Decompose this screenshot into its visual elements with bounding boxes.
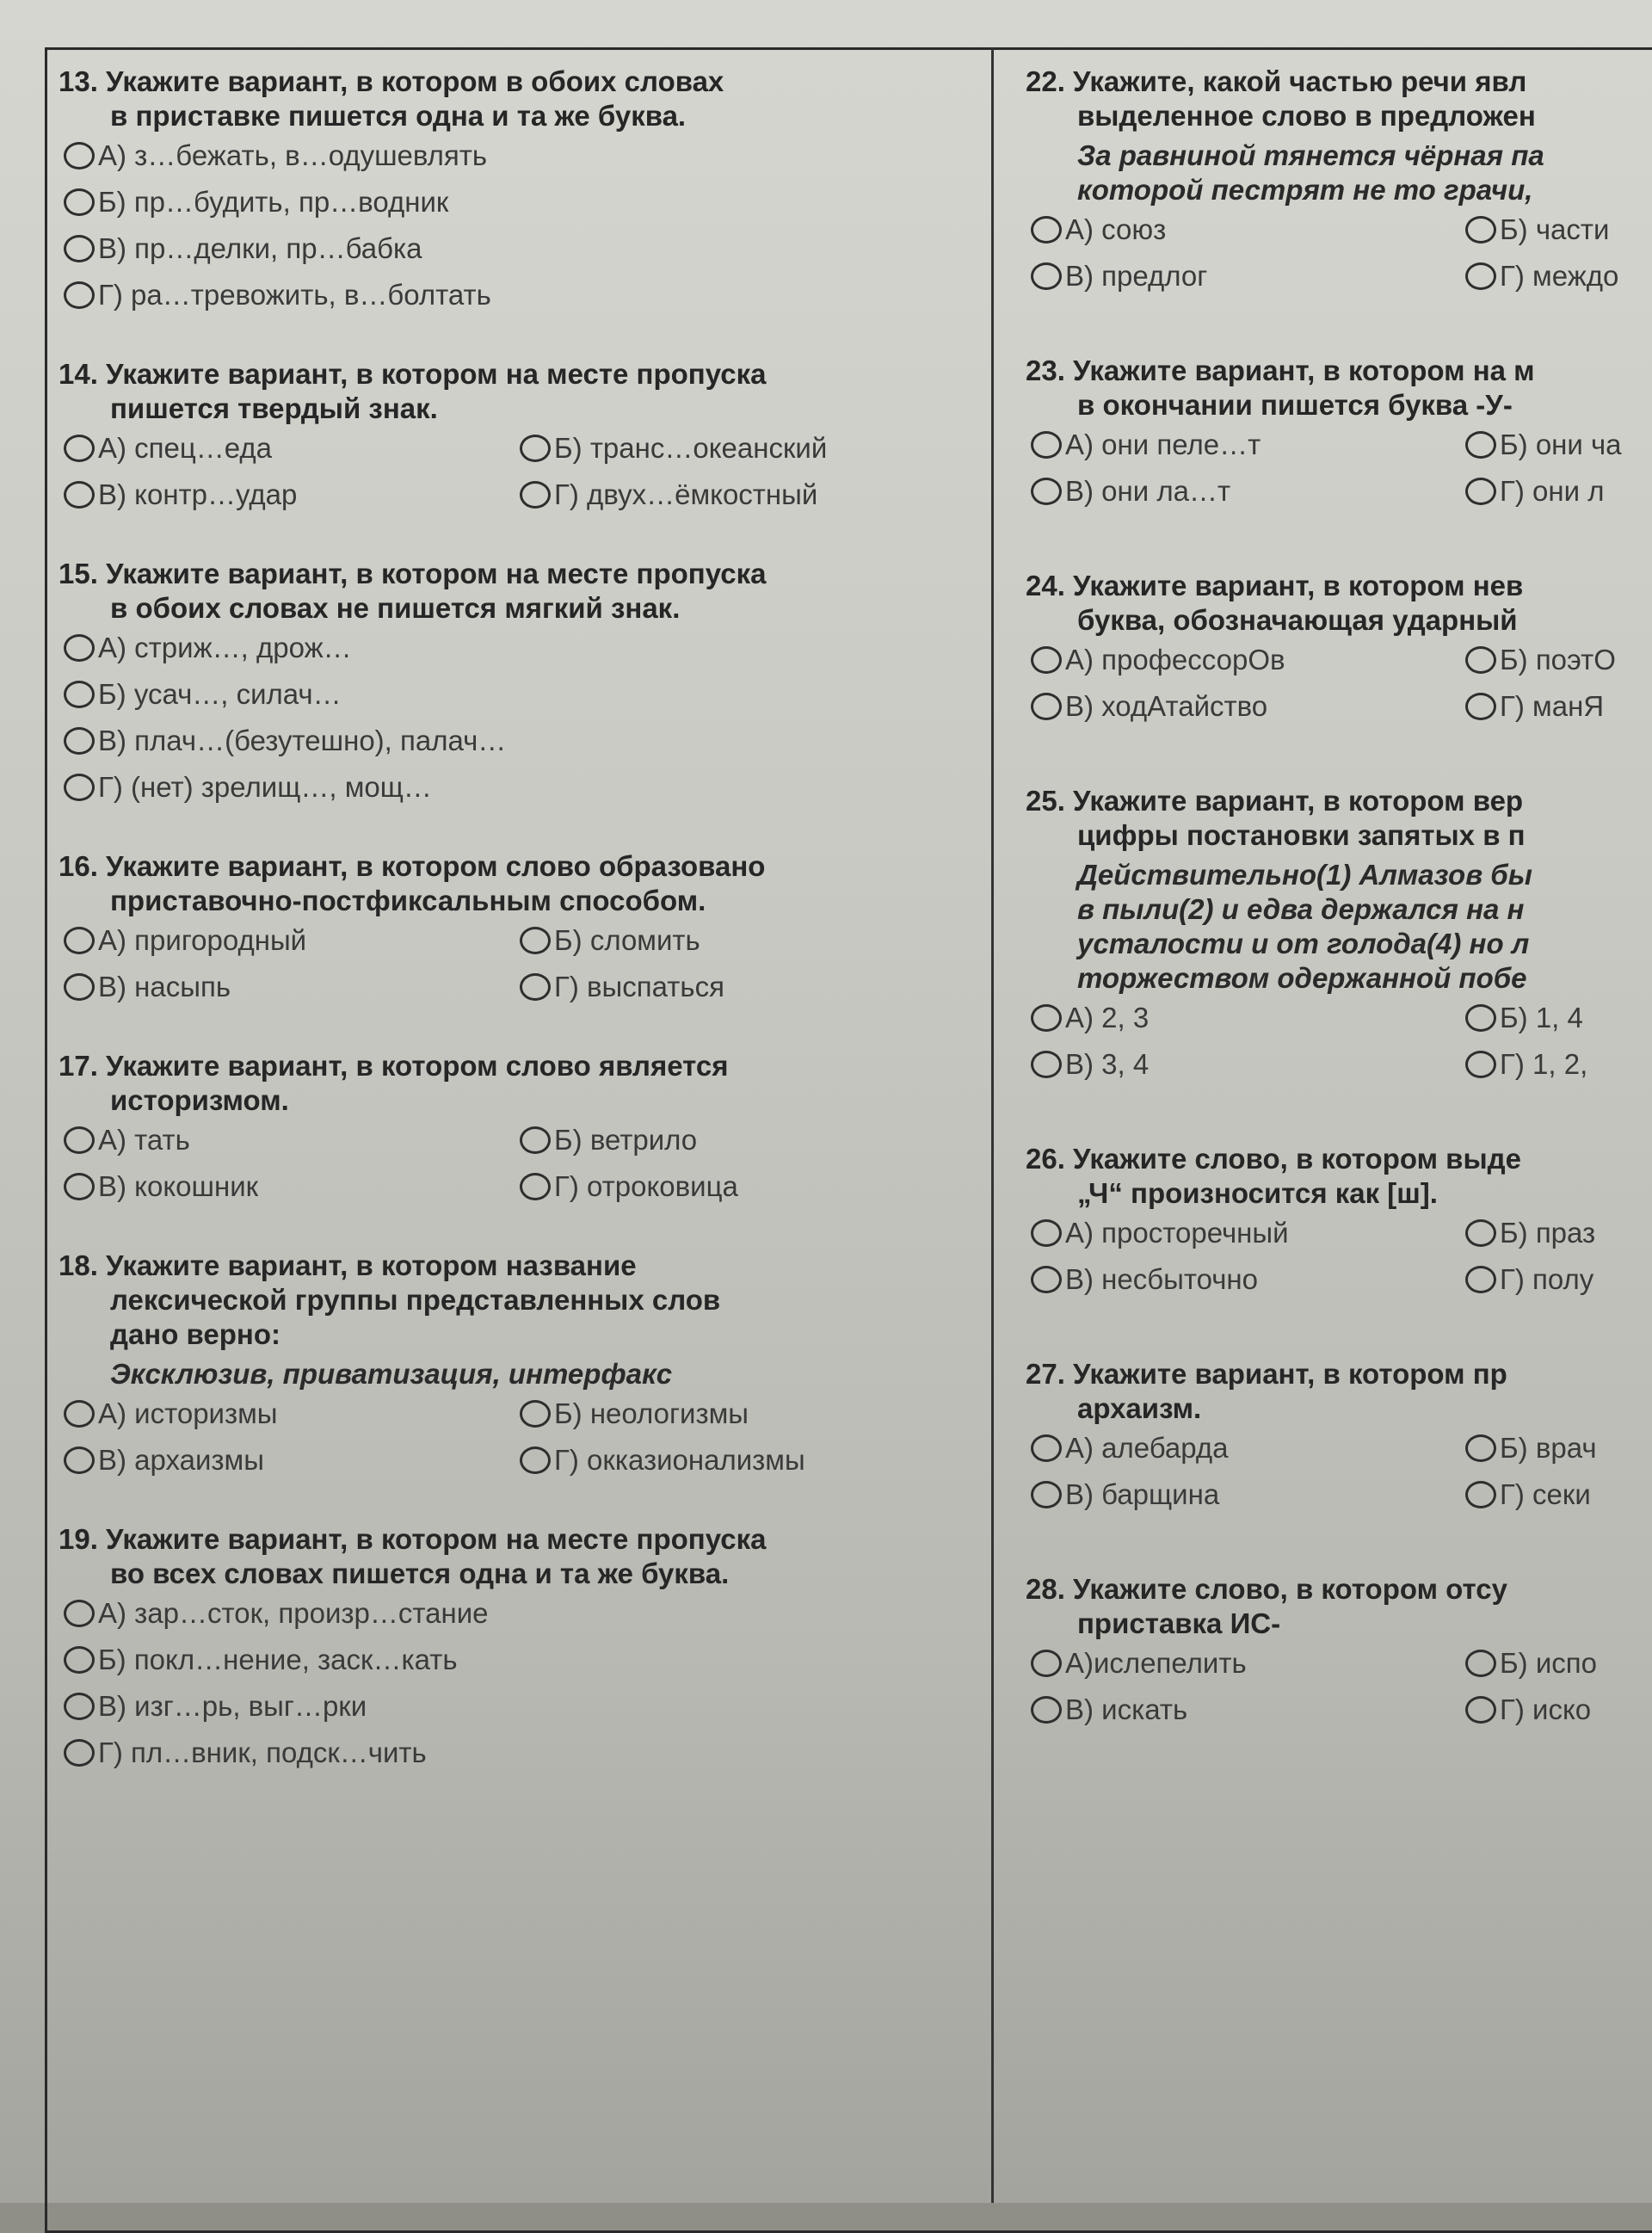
answer-option-d[interactable]: Г) секи xyxy=(1465,1477,1652,1512)
answer-options xyxy=(64,1596,983,1770)
question-16 xyxy=(59,849,983,1004)
radio-circle-icon[interactable] xyxy=(1031,478,1062,505)
radio-circle-icon[interactable] xyxy=(64,1693,95,1720)
radio-circle-icon[interactable] xyxy=(1031,1266,1062,1293)
answer-option-d[interactable]: Г) междо xyxy=(1465,259,1652,293)
question-22 xyxy=(1026,65,1652,293)
radio-circle-icon[interactable] xyxy=(64,1173,95,1200)
radio-circle-icon[interactable] xyxy=(1465,1266,1496,1293)
question-text: Укажите вариант, в котором на месте пропуска в обоих словах не пишется мягкий знак. xyxy=(106,558,767,624)
radio-circle-icon[interactable] xyxy=(64,1739,95,1767)
question-14 xyxy=(59,357,983,512)
answer-option-b[interactable]: Б) врач xyxy=(1465,1431,1652,1465)
radio-circle-icon[interactable] xyxy=(1465,478,1496,505)
answer-options xyxy=(1031,643,1652,724)
question-text: Укажите слово, в котором выде „Ч“ произносится как [ш]. xyxy=(1073,1143,1521,1209)
radio-circle-icon[interactable] xyxy=(64,681,95,708)
answer-option-a[interactable]: А) пригородный xyxy=(64,923,520,958)
answer-option-a[interactable]: А) историзмы xyxy=(64,1397,520,1431)
radio-circle-icon[interactable] xyxy=(520,927,551,954)
question-number: 18. xyxy=(59,1249,98,1281)
radio-circle-icon[interactable] xyxy=(1465,646,1496,674)
question-26 xyxy=(1026,1142,1652,1297)
radio-circle-icon[interactable] xyxy=(1465,1434,1496,1462)
radio-circle-icon[interactable] xyxy=(1465,693,1496,720)
answer-options xyxy=(1031,1646,1652,1727)
question-number: 25. xyxy=(1026,785,1065,817)
answer-option-d[interactable]: Г) иско xyxy=(1465,1693,1652,1727)
radio-circle-icon[interactable] xyxy=(1465,1650,1496,1677)
answer-option-c[interactable]: В) насыпь xyxy=(64,970,520,1004)
radio-circle-icon[interactable] xyxy=(64,142,95,170)
question-18 xyxy=(59,1249,983,1477)
question-19 xyxy=(59,1522,983,1770)
answer-option-a[interactable]: А) союз xyxy=(1031,213,1465,247)
question-number: 23. xyxy=(1026,355,1065,386)
radio-circle-icon[interactable] xyxy=(520,1173,551,1200)
answer-options xyxy=(64,631,983,805)
question-number: 22. xyxy=(1026,65,1065,97)
radio-circle-icon[interactable] xyxy=(1031,262,1062,290)
question-number: 16. xyxy=(59,850,98,882)
radio-circle-icon[interactable] xyxy=(64,435,95,462)
answer-option-b[interactable]: Б) ветрило xyxy=(520,1123,983,1157)
question-number: 14. xyxy=(59,358,98,390)
answer-option-b[interactable]: Б) сломить xyxy=(520,923,983,958)
radio-circle-icon[interactable] xyxy=(1465,262,1496,290)
question-text: Укажите вариант, в котором в обоих словах в приставке пишется одна и та же буква. xyxy=(106,65,724,132)
question-17 xyxy=(59,1049,983,1204)
answer-options xyxy=(1031,428,1652,509)
radio-circle-icon[interactable] xyxy=(64,188,95,216)
answer-option-c[interactable]: В) они ла…т xyxy=(1031,474,1465,509)
question-text: Укажите вариант, в котором пр архаизм. xyxy=(1073,1358,1507,1424)
radio-circle-icon[interactable] xyxy=(520,1400,551,1428)
question-text: Укажите вариант, в котором на месте пропуска пишется твердый знак. xyxy=(106,358,767,424)
radio-circle-icon[interactable] xyxy=(520,973,551,1001)
answer-option-c[interactable]: В) предлог xyxy=(1031,259,1465,293)
answer-option-a[interactable]: А)ислепелить xyxy=(1031,1646,1465,1681)
answer-option-b[interactable]: Б) транс…океанский xyxy=(520,431,983,466)
question-number: 13. xyxy=(59,65,98,97)
radio-circle-icon[interactable] xyxy=(520,481,551,509)
question-text: Укажите вариант, в котором на м в окончании пишется буква -У- xyxy=(1073,355,1535,421)
answer-option-c[interactable]: В) барщина xyxy=(1031,1477,1465,1512)
radio-circle-icon[interactable] xyxy=(1465,431,1496,459)
answer-option-b[interactable]: Б) они ча xyxy=(1465,428,1652,462)
answer-option-b[interactable]: Б) усач…, силач… xyxy=(64,677,983,712)
answer-option-a[interactable]: А) зар…сток, произр…стание xyxy=(64,1596,983,1631)
question-number: 17. xyxy=(59,1050,98,1082)
radio-circle-icon[interactable] xyxy=(1031,693,1062,720)
question-number: 19. xyxy=(59,1523,98,1555)
question-number: 26. xyxy=(1026,1143,1065,1175)
answer-option-a[interactable]: А) з…бежать, в…одушевлять xyxy=(64,139,983,173)
question-text: Укажите вариант, в котором нев буква, обозначающая ударный xyxy=(1073,570,1524,636)
question-27 xyxy=(1026,1357,1652,1512)
right-column xyxy=(1026,65,1652,1727)
question-text: Укажите вариант, в котором на месте пропуска во всех словах пишется одна и та же буква. xyxy=(106,1523,767,1589)
radio-circle-icon[interactable] xyxy=(1465,1051,1496,1078)
answer-option-c[interactable]: В) изг…рь, выг…рки xyxy=(64,1689,983,1724)
answer-option-c[interactable]: В) пр…делки, пр…бабка xyxy=(64,231,983,266)
question-text: Укажите слово, в котором отсу приставка ИС- xyxy=(1073,1573,1507,1639)
radio-circle-icon[interactable] xyxy=(64,634,95,662)
question-28 xyxy=(1026,1572,1652,1727)
question-15 xyxy=(59,557,983,805)
radio-circle-icon[interactable] xyxy=(1031,646,1062,674)
answer-option-b[interactable]: Б) покл…нение, заск…кать xyxy=(64,1643,983,1677)
radio-circle-icon[interactable] xyxy=(1465,216,1496,244)
answer-option-d[interactable]: Г) окказионализмы xyxy=(520,1443,983,1477)
question-number: 27. xyxy=(1026,1358,1065,1390)
answer-option-c[interactable]: В) архаизмы xyxy=(64,1443,520,1477)
answer-option-b[interactable]: Б) неологизмы xyxy=(520,1397,983,1431)
question-text: Укажите вариант, в котором слово образовано приставочно-постфиксальным способом. xyxy=(106,850,766,916)
radio-circle-icon[interactable] xyxy=(520,435,551,462)
question-text: Укажите, какой частью речи явл выделенное слово в предложен xyxy=(1073,65,1536,132)
answer-option-c[interactable]: В) кокошник xyxy=(64,1169,520,1204)
radio-circle-icon[interactable] xyxy=(64,727,95,755)
answer-options xyxy=(64,1397,983,1477)
question-text: Укажите вариант, в котором слово является историзмом. xyxy=(106,1050,729,1116)
answer-option-b[interactable]: Б) праз xyxy=(1465,1216,1652,1250)
radio-circle-icon[interactable] xyxy=(1031,1481,1062,1508)
radio-circle-icon[interactable] xyxy=(64,1600,95,1627)
left-column xyxy=(59,65,983,1770)
radio-circle-icon[interactable] xyxy=(1031,1434,1062,1462)
answer-option-a[interactable]: А) тать xyxy=(64,1123,520,1157)
answer-option-d[interactable]: Г) манЯ xyxy=(1465,689,1652,724)
radio-circle-icon[interactable] xyxy=(64,481,95,509)
answer-option-d[interactable]: Г) выспаться xyxy=(520,970,983,1004)
answer-options xyxy=(64,431,983,512)
answer-option-b[interactable]: Б) части xyxy=(1465,213,1652,247)
example-words: Эксклюзив, приватизация, интерфакс xyxy=(110,1358,673,1390)
radio-circle-icon[interactable] xyxy=(64,927,95,954)
question-text: Укажите вариант, в котором вер цифры постановки запятых в п xyxy=(1073,785,1526,851)
answer-option-b[interactable]: Б) пр…будить, пр…водник xyxy=(64,185,983,219)
answer-options xyxy=(64,1123,983,1204)
radio-circle-icon[interactable] xyxy=(1031,1051,1062,1078)
question-number: 28. xyxy=(1026,1573,1065,1605)
answer-option-a[interactable]: А) 2, 3 xyxy=(1031,1001,1465,1035)
radio-circle-icon[interactable] xyxy=(64,1646,95,1674)
answer-options xyxy=(1031,213,1652,293)
answer-option-d[interactable]: Г) пл…вник, подск…чить xyxy=(64,1736,983,1770)
radio-circle-icon[interactable] xyxy=(1031,1219,1062,1247)
radio-circle-icon[interactable] xyxy=(64,235,95,262)
radio-circle-icon[interactable] xyxy=(520,1126,551,1154)
answer-option-c[interactable]: В) плач…(безутешно), палач… xyxy=(64,724,983,758)
answer-option-d[interactable]: Г) 1, 2, xyxy=(1465,1047,1652,1082)
radio-circle-icon[interactable] xyxy=(1465,1481,1496,1508)
answer-options xyxy=(64,923,983,1004)
answer-options xyxy=(1031,1216,1652,1297)
radio-circle-icon[interactable] xyxy=(1031,1004,1062,1032)
question-24 xyxy=(1026,569,1652,724)
answer-options xyxy=(64,139,983,312)
answer-option-b[interactable]: Б) поэтО xyxy=(1465,643,1652,677)
radio-circle-icon[interactable] xyxy=(64,973,95,1001)
radio-circle-icon[interactable] xyxy=(1465,1696,1496,1724)
radio-circle-icon[interactable] xyxy=(1031,431,1062,459)
radio-circle-icon[interactable] xyxy=(64,1447,95,1474)
answer-option-a[interactable]: А) профессорОв xyxy=(1031,643,1465,677)
question-number: 24. xyxy=(1026,570,1065,601)
radio-circle-icon[interactable] xyxy=(1465,1004,1496,1032)
answer-option-c[interactable]: В) контр…удар xyxy=(64,478,520,512)
radio-circle-icon[interactable] xyxy=(1031,216,1062,244)
answer-option-d[interactable]: Г) они л xyxy=(1465,474,1652,509)
answer-option-d[interactable]: Г) отроковица xyxy=(520,1169,983,1204)
answer-option-b[interactable]: Б) испо xyxy=(1465,1646,1652,1681)
answer-option-d[interactable]: Г) полу xyxy=(1465,1262,1652,1297)
answer-option-d[interactable]: Г) ра…тревожить, в…болтать xyxy=(64,278,983,312)
question-text: Укажите вариант, в котором название лексической группы представленных слов дано верно: xyxy=(106,1249,721,1350)
radio-circle-icon[interactable] xyxy=(520,1447,551,1474)
example-sentence: Действительно(1) Алмазов бы в пыли(2) и едва держался на н усталости и от голода(4) но л торжеством одержанной побе xyxy=(1077,859,1532,994)
answer-option-d[interactable]: Г) двух…ёмкостный xyxy=(520,478,983,512)
radio-circle-icon[interactable] xyxy=(1465,1219,1496,1247)
answer-option-d[interactable]: Г) (нет) зрелищ…, мощ… xyxy=(64,770,983,805)
answer-option-a[interactable]: А) спец…еда xyxy=(64,431,520,466)
radio-circle-icon[interactable] xyxy=(64,1126,95,1154)
radio-circle-icon[interactable] xyxy=(1031,1650,1062,1677)
question-number: 15. xyxy=(59,558,98,589)
answer-option-c[interactable]: В) ходАтайство xyxy=(1031,689,1465,724)
answer-option-a[interactable]: А) просторечный xyxy=(1031,1216,1465,1250)
radio-circle-icon[interactable] xyxy=(1031,1696,1062,1724)
answer-option-b[interactable]: Б) 1, 4 xyxy=(1465,1001,1652,1035)
example-sentence: За равниной тянется чёрная па которой пестрят не то грачи, xyxy=(1077,139,1544,206)
answer-options xyxy=(1031,1001,1652,1082)
question-25 xyxy=(1026,784,1652,1082)
answer-option-a[interactable]: А) стриж…, дрож… xyxy=(64,631,983,665)
answer-option-a[interactable]: А) они пеле…т xyxy=(1031,428,1465,462)
question-23 xyxy=(1026,354,1652,509)
radio-circle-icon[interactable] xyxy=(64,1400,95,1428)
answer-option-c[interactable]: В) 3, 4 xyxy=(1031,1047,1465,1082)
answer-option-a[interactable]: А) алебарда xyxy=(1031,1431,1465,1465)
answer-option-c[interactable]: В) искать xyxy=(1031,1693,1465,1727)
column-divider xyxy=(991,47,994,2203)
radio-circle-icon[interactable] xyxy=(64,774,95,801)
answer-option-c[interactable]: В) несбыточно xyxy=(1031,1262,1465,1297)
question-13 xyxy=(59,65,983,312)
radio-circle-icon[interactable] xyxy=(64,281,95,309)
answer-options xyxy=(1031,1431,1652,1512)
